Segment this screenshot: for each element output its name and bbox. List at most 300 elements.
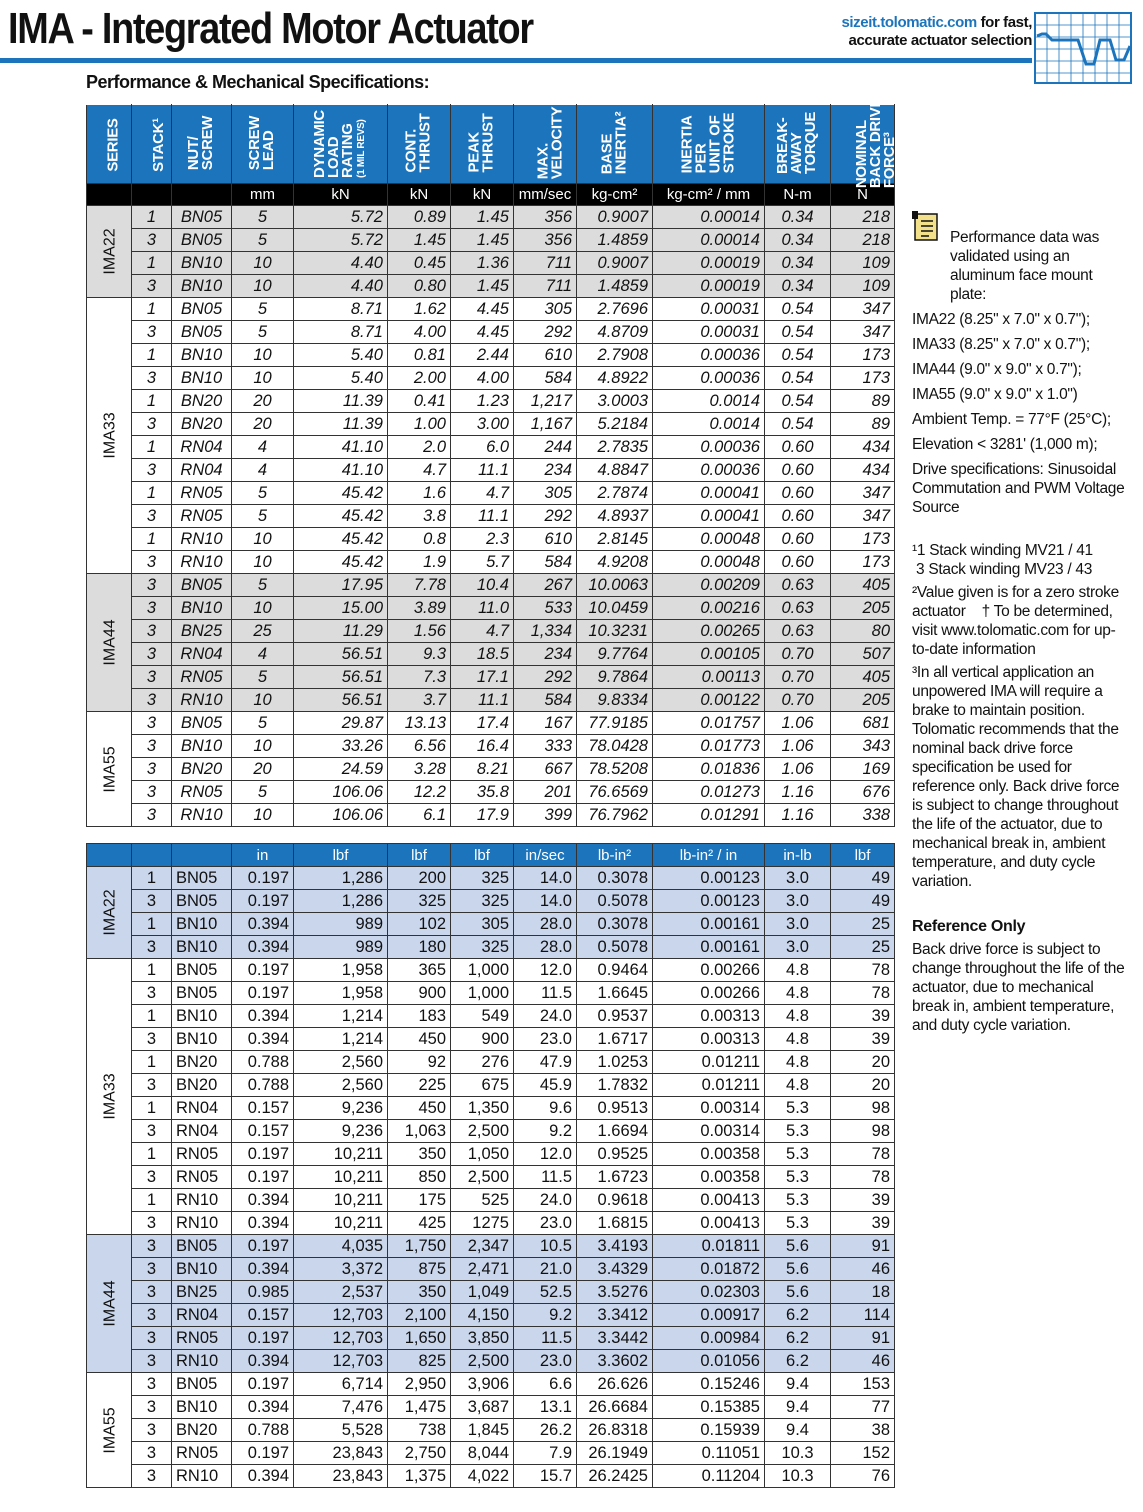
table-cell: 1,958	[294, 959, 388, 982]
table-cell: 5	[232, 505, 294, 528]
table-row	[87, 1097, 895, 1120]
table-cell: 14.0	[514, 867, 577, 890]
table-cell: 1	[132, 1097, 172, 1120]
table-cell: 399	[514, 804, 577, 827]
table-cell: 0.00048	[653, 551, 765, 574]
table-cell: 0.00313	[653, 1028, 765, 1051]
table-cell: 0.00161	[653, 936, 765, 959]
header-line: VELOCITY	[548, 106, 566, 179]
table-cell: 1	[132, 390, 172, 413]
table-cell: 2,500	[451, 1166, 514, 1189]
table-cell: 3.3602	[577, 1350, 653, 1373]
table-cell: 0.0014	[653, 413, 765, 436]
table-cell: 234	[514, 643, 577, 666]
table-cell: 0.197	[232, 959, 294, 982]
table-cell: 33.26	[294, 735, 388, 758]
table-cell: 26.2425	[577, 1465, 653, 1488]
table-cell: 3	[132, 321, 172, 344]
table-cell: 675	[451, 1074, 514, 1097]
table-cell: 1.7832	[577, 1074, 653, 1097]
table-cell: 0.00036	[653, 367, 765, 390]
table-cell: 0.01211	[653, 1051, 765, 1074]
table-cell: 80	[831, 620, 895, 643]
col-peak-thrust	[451, 105, 514, 184]
table-cell: 0.00358	[653, 1143, 765, 1166]
table-cell: 9.4	[765, 1373, 831, 1396]
table-cell: 1,063	[388, 1120, 451, 1143]
unit-cell: kg-cm²	[577, 184, 653, 206]
table-cell: 9.3	[388, 643, 451, 666]
table-cell: 0.157	[232, 1097, 294, 1120]
table-cell: 200	[388, 867, 451, 890]
table-cell: 1	[132, 959, 172, 982]
table-row	[87, 982, 895, 1005]
table-cell: 533	[514, 597, 577, 620]
table-cell: 5.6	[765, 1258, 831, 1281]
table-cell: 405	[831, 666, 895, 689]
table-cell: 45.42	[294, 505, 388, 528]
table-cell: 6,714	[294, 1373, 388, 1396]
table-row	[87, 482, 895, 505]
table-cell: 45.42	[294, 528, 388, 551]
series-label: IMA55	[87, 1373, 132, 1488]
table-cell: 0.00122	[653, 689, 765, 712]
table-cell: 434	[831, 459, 895, 482]
series-label: IMA22	[87, 206, 132, 298]
table-cell: 8.21	[451, 758, 514, 781]
table-cell: 0.788	[232, 1419, 294, 1442]
unit-cell: kg-cm² / mm	[653, 184, 765, 206]
note-ambient-temp: Ambient Temp. = 77°F (25°C);	[912, 411, 1111, 428]
table-cell: 1	[132, 867, 172, 890]
table-cell: 10	[232, 275, 294, 298]
table-cell: 0.394	[232, 936, 294, 959]
table-cell: BN10	[172, 367, 232, 390]
table-cell: 46	[831, 1350, 895, 1373]
table-row	[87, 643, 895, 666]
unit-cell: N	[831, 184, 895, 206]
table-cell: 1,475	[388, 1396, 451, 1419]
table-cell: 16.4	[451, 735, 514, 758]
table-cell: 11.1	[451, 689, 514, 712]
table-row	[87, 551, 895, 574]
table-cell: 1,167	[514, 413, 577, 436]
table-cell: 28.0	[514, 913, 577, 936]
table-cell: 292	[514, 666, 577, 689]
table-cell: 0.00984	[653, 1327, 765, 1350]
table-cell: 9.4	[765, 1419, 831, 1442]
table-cell: 5.72	[294, 229, 388, 252]
footnote-2: ²Value given is for a zero stroke actuator † To be determined, visit www.tolomatic.com for up-to-date information	[912, 584, 1123, 658]
table-cell: BN05	[172, 959, 232, 982]
table-cell: 1,958	[294, 982, 388, 1005]
table-cell: 17.1	[451, 666, 514, 689]
table-cell: 1.45	[451, 275, 514, 298]
table-cell: 77.9185	[577, 712, 653, 735]
table-cell: 1.6	[388, 482, 451, 505]
table-cell: 0.00036	[653, 436, 765, 459]
table-cell: 4.8937	[577, 505, 653, 528]
table-cell: 0.00014	[653, 229, 765, 252]
table-cell: 17.9	[451, 804, 514, 827]
series-label: IMA33	[87, 298, 132, 574]
unit-cell	[87, 844, 132, 867]
header-line: BASE	[598, 133, 616, 174]
table-cell: 2.7874	[577, 482, 653, 505]
table-cell: 738	[388, 1419, 451, 1442]
header-line: NOMINAL	[853, 119, 871, 188]
table-cell: 77	[831, 1396, 895, 1419]
table-cell: 1.06	[765, 735, 831, 758]
table-cell: BN05	[172, 229, 232, 252]
col-back-drive-force	[831, 97, 899, 188]
table-cell: 325	[451, 890, 514, 913]
table-cell: 0.394	[232, 913, 294, 936]
unit-cell: lbf	[831, 844, 895, 867]
table-cell: 3	[132, 1120, 172, 1143]
table-cell: 6.6	[514, 1373, 577, 1396]
table-cell: 5.3	[765, 1189, 831, 1212]
table-row	[87, 367, 895, 390]
table-cell: 1,286	[294, 867, 388, 890]
table-cell: 15.7	[514, 1465, 577, 1488]
table-cell: 4.7	[451, 482, 514, 505]
table-cell: 5.3	[765, 1212, 831, 1235]
table-cell: 305	[451, 913, 514, 936]
table-cell: 0.985	[232, 1281, 294, 1304]
table-cell: 0.00019	[653, 252, 765, 275]
metric-spec-table	[86, 97, 899, 827]
table-cell: 0.00917	[653, 1304, 765, 1327]
table-cell: 1.4859	[577, 275, 653, 298]
unit-cell: in-lb	[765, 844, 831, 867]
series-label: IMA44	[87, 574, 132, 712]
note-ima44-plate: IMA44 (9.0" x 9.0" x 0.7");	[912, 361, 1082, 378]
table-cell: 2.3	[451, 528, 514, 551]
table-cell: 29.87	[294, 712, 388, 735]
table-cell: 3	[132, 1166, 172, 1189]
table-cell: 3,372	[294, 1258, 388, 1281]
table-cell: 0.60	[765, 528, 831, 551]
unit-cell	[87, 184, 132, 206]
table-row	[87, 1143, 895, 1166]
table-cell: 325	[451, 936, 514, 959]
table-cell: 1.23	[451, 390, 514, 413]
table-row	[87, 913, 895, 936]
table-cell: 0.9537	[577, 1005, 653, 1028]
table-cell: 3	[132, 1442, 172, 1465]
table-cell: RN04	[172, 436, 232, 459]
table-cell: 549	[451, 1005, 514, 1028]
table-row	[87, 528, 895, 551]
table-cell: 0.197	[232, 1166, 294, 1189]
table-cell: 26.626	[577, 1373, 653, 1396]
table-cell: RN10	[172, 528, 232, 551]
table-cell: 989	[294, 913, 388, 936]
header-line: STROKE	[720, 112, 738, 173]
table-cell: 47.9	[514, 1051, 577, 1074]
table-row	[87, 1442, 895, 1465]
table-row	[87, 890, 895, 913]
table-cell: 1	[132, 913, 172, 936]
table-cell: 350	[388, 1281, 451, 1304]
table-cell: 0.34	[765, 252, 831, 275]
table-cell: 0.00413	[653, 1212, 765, 1235]
table-cell: 1.56	[388, 620, 451, 643]
table-cell: 325	[388, 890, 451, 913]
table-cell: BN10	[172, 275, 232, 298]
table-cell: 23,843	[294, 1465, 388, 1488]
table-cell: 6.2	[765, 1304, 831, 1327]
table-cell: BN20	[172, 1074, 232, 1097]
table-cell: 23.0	[514, 1350, 577, 1373]
table-cell: 205	[831, 689, 895, 712]
table-cell: 2.00	[388, 367, 451, 390]
table-cell: 56.51	[294, 666, 388, 689]
col-cont-thrust	[388, 105, 451, 184]
table-cell: 38	[831, 1419, 895, 1442]
table-cell: 11.39	[294, 390, 388, 413]
table-cell: BN05	[172, 712, 232, 735]
table-cell: 2,500	[451, 1120, 514, 1143]
table-cell: 0.54	[765, 367, 831, 390]
table-cell: BN20	[172, 390, 232, 413]
table-cell: 0.8	[388, 528, 451, 551]
table-cell: 5.6	[765, 1235, 831, 1258]
table-cell: RN10	[172, 551, 232, 574]
table-cell: 89	[831, 390, 895, 413]
table-cell: 183	[388, 1005, 451, 1028]
table-cell: 0.9007	[577, 206, 653, 229]
table-cell: 365	[388, 959, 451, 982]
table-cell: BN05	[172, 1235, 232, 1258]
table-cell: RN10	[172, 1465, 232, 1488]
table-cell: 28.0	[514, 936, 577, 959]
table-cell: RN05	[172, 1327, 232, 1350]
table-cell: 3.7	[388, 689, 451, 712]
table-cell: 1	[132, 252, 172, 275]
table-cell: 3	[132, 1327, 172, 1350]
table-cell: 5	[232, 781, 294, 804]
table-cell: 1	[132, 482, 172, 505]
table-cell: 6.2	[765, 1327, 831, 1350]
table-cell: RN05	[172, 1143, 232, 1166]
table-cell: 2,347	[451, 1235, 514, 1258]
table-cell: 6.0	[451, 436, 514, 459]
table-cell: 23.0	[514, 1212, 577, 1235]
table-cell: 92	[388, 1051, 451, 1074]
table-cell: 1	[132, 528, 172, 551]
table-cell: 3,687	[451, 1396, 514, 1419]
table-cell: 0.34	[765, 275, 831, 298]
table-cell: 49	[831, 890, 895, 913]
table-cell: 4.8	[765, 1005, 831, 1028]
table-cell: 3,850	[451, 1327, 514, 1350]
footnote-1a: ¹1 Stack winding MV21 / 41	[912, 542, 1093, 559]
table-cell: 234	[514, 459, 577, 482]
table-cell: 305	[514, 298, 577, 321]
table-cell: 3.0	[765, 936, 831, 959]
table-cell: 0.60	[765, 459, 831, 482]
table-cell: 3	[132, 1465, 172, 1488]
table-cell: 0.00048	[653, 528, 765, 551]
table-cell: 0.00314	[653, 1120, 765, 1143]
table-cell: 4,150	[451, 1304, 514, 1327]
table-cell: 8.71	[294, 321, 388, 344]
table-cell: 0.54	[765, 413, 831, 436]
table-cell: 0.00019	[653, 275, 765, 298]
table-cell: 0.34	[765, 206, 831, 229]
table-cell: 0.11204	[653, 1465, 765, 1488]
table-cell: 2.7835	[577, 436, 653, 459]
table-cell: 0.01211	[653, 1074, 765, 1097]
table-cell: BN05	[172, 1373, 232, 1396]
table-cell: 1	[132, 436, 172, 459]
table-cell: BN05	[172, 890, 232, 913]
table-cell: 3.4193	[577, 1235, 653, 1258]
table-cell: 3	[132, 1258, 172, 1281]
header-line: PEAK	[466, 131, 483, 173]
table-cell: 276	[451, 1051, 514, 1074]
table-cell: 41.10	[294, 436, 388, 459]
table-cell: 5	[232, 666, 294, 689]
table-cell: 356	[514, 206, 577, 229]
reference-only-heading: Reference Only	[912, 918, 1026, 935]
table-cell: 0.3078	[577, 913, 653, 936]
table-cell: 4	[232, 436, 294, 459]
table-cell: 0.197	[232, 1373, 294, 1396]
table-cell: 76.6569	[577, 781, 653, 804]
table-cell: 169	[831, 758, 895, 781]
table-cell: 4.8	[765, 1028, 831, 1051]
header-line: THRUST	[417, 112, 434, 173]
table-cell: 180	[388, 936, 451, 959]
table-cell: 5.2184	[577, 413, 653, 436]
table-cell: 3	[132, 982, 172, 1005]
table-cell: 1.62	[388, 298, 451, 321]
table-cell: 0.157	[232, 1120, 294, 1143]
table-cell: 1,217	[514, 390, 577, 413]
header-line: TORQUE	[802, 111, 820, 174]
table-cell: 507	[831, 643, 895, 666]
table-cell: 4.8	[765, 1051, 831, 1074]
table-cell: 9.2	[514, 1304, 577, 1327]
table-cell: 3	[132, 758, 172, 781]
table-cell: 0.00209	[653, 574, 765, 597]
sizing-graph-icon	[1034, 12, 1132, 84]
table-cell: 109	[831, 275, 895, 298]
table-cell: 1	[132, 344, 172, 367]
table-cell: 78	[831, 1166, 895, 1189]
table-cell: 1,000	[451, 959, 514, 982]
table-cell: 4.40	[294, 275, 388, 298]
table-cell: 1.06	[765, 712, 831, 735]
table-cell: 7.78	[388, 574, 451, 597]
table-cell: 4.8922	[577, 367, 653, 390]
table-row	[87, 758, 895, 781]
table-cell: 0.63	[765, 597, 831, 620]
table-cell: 3	[132, 1396, 172, 1419]
table-cell: 1,375	[388, 1465, 451, 1488]
table-cell: 3.0	[765, 913, 831, 936]
table-cell: RN04	[172, 1097, 232, 1120]
table-cell: 3	[132, 643, 172, 666]
table-cell: 26.8318	[577, 1419, 653, 1442]
header-line: THRUST	[480, 112, 497, 173]
table-cell: 292	[514, 505, 577, 528]
table-cell: 2,750	[388, 1442, 451, 1465]
table-cell: 0.00105	[653, 643, 765, 666]
header-line: DYNAMIC	[310, 109, 328, 178]
table-cell: 12.2	[388, 781, 451, 804]
table-cell: 2,537	[294, 1281, 388, 1304]
table-cell: 2.0	[388, 436, 451, 459]
col-stack: STACK¹	[132, 105, 172, 184]
table-cell: 0.00041	[653, 482, 765, 505]
table-cell: 0.00313	[653, 1005, 765, 1028]
table-cell: 0.00216	[653, 597, 765, 620]
table-cell: 3.89	[388, 597, 451, 620]
table-cell: 10.4	[451, 574, 514, 597]
table-row	[87, 1281, 895, 1304]
table-cell: 667	[514, 758, 577, 781]
table-cell: 4.8	[765, 1074, 831, 1097]
table-cell: 11.5	[514, 1166, 577, 1189]
table-cell: 1	[132, 1189, 172, 1212]
unit-cell: lbf	[294, 844, 388, 867]
table-cell: 305	[514, 482, 577, 505]
table-cell: 2,100	[388, 1304, 451, 1327]
table-cell: 9.4	[765, 1396, 831, 1419]
table-cell: 0.197	[232, 1327, 294, 1350]
sizeit-link[interactable]: sizeit.tolomatic.com	[841, 14, 977, 31]
table-cell: 10.3	[765, 1465, 831, 1488]
table-cell: 173	[831, 528, 895, 551]
table-cell: 3	[132, 574, 172, 597]
table-cell: 4	[232, 643, 294, 666]
table-cell: 39	[831, 1005, 895, 1028]
table-row	[87, 275, 895, 298]
table-cell: 875	[388, 1258, 451, 1281]
table-cell: 11.39	[294, 413, 388, 436]
table-cell: 78.5208	[577, 758, 653, 781]
table-row	[87, 344, 895, 367]
unit-cell	[132, 844, 172, 867]
table-cell: 244	[514, 436, 577, 459]
table-row	[87, 597, 895, 620]
unit-cell: N-m	[765, 184, 831, 206]
table-cell: 0.01273	[653, 781, 765, 804]
table-cell: 1,334	[514, 620, 577, 643]
table-row	[87, 1120, 895, 1143]
table-cell: 1,049	[451, 1281, 514, 1304]
header-line: LOAD	[324, 136, 342, 178]
table-cell: 20	[831, 1074, 895, 1097]
table-cell: 0.00123	[653, 890, 765, 913]
table-cell: 0.41	[388, 390, 451, 413]
header-line: FORCE³	[881, 131, 899, 188]
table-cell: 584	[514, 367, 577, 390]
table-cell: 24.0	[514, 1005, 577, 1028]
note-intro: Performance data was validated using an aluminum face mount plate:	[950, 229, 1100, 303]
table-cell: 405	[831, 574, 895, 597]
table-cell: 1	[132, 1143, 172, 1166]
table-cell: 11.5	[514, 1327, 577, 1350]
table-cell: 2.7696	[577, 298, 653, 321]
table-cell: 2,471	[451, 1258, 514, 1281]
table-cell: 25	[232, 620, 294, 643]
table-row	[87, 620, 895, 643]
